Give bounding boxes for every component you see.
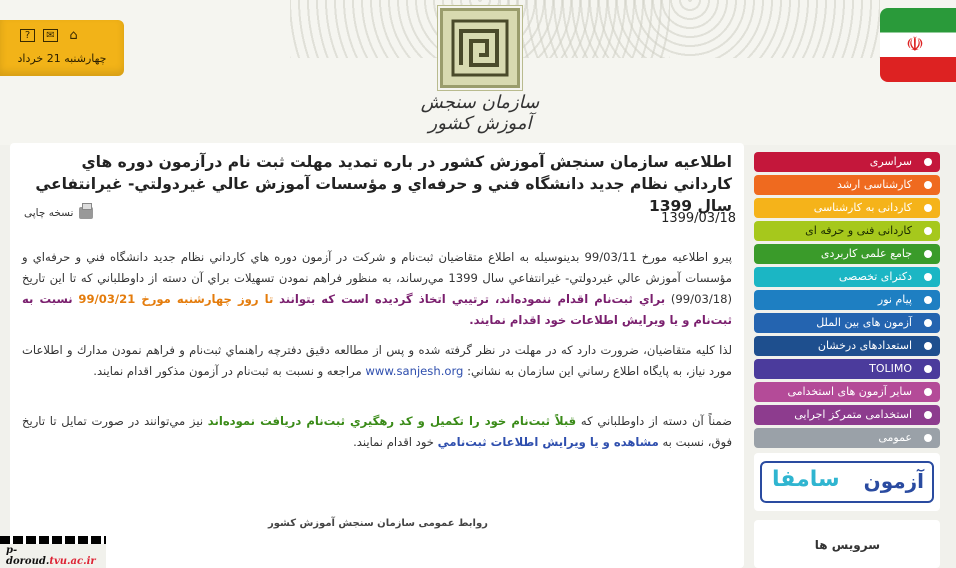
print-label: نسخه چاپی bbox=[24, 207, 74, 219]
current-date: چهارشنبه 21 خرداد bbox=[17, 52, 107, 65]
bullet-icon bbox=[924, 411, 932, 419]
menu-item-label: آزمون های بین الملل bbox=[816, 316, 912, 329]
menu-item[interactable] bbox=[754, 267, 940, 287]
bullet-icon bbox=[924, 296, 932, 304]
menu-item-label: پیام نور bbox=[877, 293, 912, 306]
menu-item[interactable] bbox=[754, 382, 940, 402]
mail-icon[interactable]: ✉ bbox=[43, 29, 58, 42]
site-header bbox=[0, 0, 956, 145]
bullet-icon bbox=[924, 342, 932, 350]
menu-item[interactable] bbox=[754, 359, 940, 379]
publish-date: 1399/03/18 bbox=[661, 211, 736, 226]
menu-item-label: استخدامی متمرکز اجرایی bbox=[794, 408, 912, 421]
menu-item[interactable] bbox=[754, 152, 940, 172]
services-title: سرویس ها bbox=[814, 538, 880, 552]
iran-flag-icon: ☫ bbox=[880, 8, 956, 82]
watermark: p-doroud.tvu.ac.ir bbox=[0, 536, 106, 568]
bullet-icon bbox=[924, 434, 932, 442]
watermark-stripe bbox=[0, 536, 106, 544]
bullet-icon bbox=[924, 227, 932, 235]
menu-item-label: عمومی bbox=[878, 431, 912, 444]
exam-menu bbox=[754, 152, 940, 451]
date-widget bbox=[0, 20, 124, 76]
article-title: اطلاعيه سازمان سنجش آموزش کشور در باره تمديد مهلت ثبت نام درآزمون دوره هاي کارداني نظام جديد دانشگاه فني و حرفه‌اي و مؤسسات آموزش عالي غيردولتي- غيرانتفاعي سال 1399 bbox=[35, 153, 732, 215]
samfa-banner[interactable]: آزمون سامفا bbox=[754, 453, 940, 511]
paragraph-1: پيرو اطلاعيه مورخ 99/03/11 بدينوسيله به اطلاع متقاضيان ثبت‌نام و شرکت در آزمون دوره هاي کارداني نظام جديد دانشگاه فني و حرفه‌اي و مؤسسات آموزش عالي غيردولتي- غيرانتفاعي سال 1399 مي‌رساند، به منظور فراهم نمودن تسهيلات براي آن دسته از داوطلباني که تا اين تاريخ (99/03/18) براي ثبت‌نام اقدام ننموده‌اند، ترتيبي اتخاذ گرديده است که بتوانند تا روز چهارشنبه مورخ 99/03/21 نسبت به ثبت‌نام و يا ويرايش اطلاعات خود اقدام نمايند. bbox=[22, 250, 733, 327]
bullet-icon bbox=[924, 388, 932, 396]
paragraph-2: لذا کليه متقاضيان، ضرورت دارد که در مهلت در نظر گرفته شده و پس از مطالعه دقيق دفترچه راهنماي ثبت‌نام و فراهم نمودن مدارك و اطلاعات مورد نياز، به پايگاه اطلاع رساني اين سازمان به نشاني: www.sanjesh.org مراجعه و نسبت به ثبت‌نام در آزمون مذکور اقدام نمايند. bbox=[22, 343, 732, 378]
bullet-icon bbox=[924, 158, 932, 166]
sanjesh-logo[interactable] bbox=[440, 8, 520, 88]
logo-caption: سازمان سنجش آموزش کشور bbox=[420, 92, 540, 134]
menu-item-label: دکترای تخصصی bbox=[838, 270, 912, 283]
bullet-icon bbox=[924, 250, 932, 258]
menu-item[interactable] bbox=[754, 175, 940, 195]
bullet-icon bbox=[924, 204, 932, 212]
bullet-icon bbox=[924, 181, 932, 189]
menu-item[interactable] bbox=[754, 405, 940, 425]
menu-item-label: TOLIMO bbox=[869, 362, 912, 375]
menu-item-label: کاردانی فنی و حرفه ای bbox=[805, 224, 912, 237]
menu-item[interactable] bbox=[754, 221, 940, 241]
menu-item[interactable] bbox=[754, 428, 940, 448]
menu-item-label: کارشناسی ارشد bbox=[836, 178, 912, 191]
sanjesh-link[interactable]: www.sanjesh.org bbox=[365, 364, 464, 378]
header-ornament bbox=[500, 0, 880, 58]
home-icon[interactable]: ⌂ bbox=[69, 28, 78, 43]
services-box bbox=[754, 520, 940, 568]
menu-item[interactable] bbox=[754, 244, 940, 264]
menu-item-label: استعدادهای درخشان bbox=[817, 339, 912, 352]
bullet-icon bbox=[924, 365, 932, 373]
bullet-icon bbox=[924, 273, 932, 281]
article-signature: روابط عمومی سازمان سنجش آموزش کشور bbox=[268, 518, 488, 529]
menu-item[interactable] bbox=[754, 290, 940, 310]
print-button[interactable] bbox=[24, 207, 93, 219]
menu-item[interactable] bbox=[754, 336, 940, 356]
menu-item-label: کاردانی به کارشناسی bbox=[813, 201, 912, 214]
paragraph-3: ضمناً آن دسته از داوطلباني که قبلاً ثبت‌نام خود را تکميل و کد رهگيري ثبت‌نام دريافت نموده‌اند نيز مي‌توانند در صورت تمايل تا تاريخ فوق، نسبت به مشاهده و يا ويرايش اطلاعات ثبت‌نامي خود اقدام نمايند. bbox=[22, 414, 732, 449]
article-panel bbox=[10, 143, 744, 568]
menu-item[interactable] bbox=[754, 198, 940, 218]
bullet-icon bbox=[924, 319, 932, 327]
menu-item-label: سایر آزمون های استخدامی bbox=[787, 385, 912, 398]
printer-icon bbox=[79, 207, 93, 219]
edit-registration-link[interactable]: مشاهده و يا ويرايش اطلاعات ثبت‌نامي bbox=[437, 435, 659, 449]
menu-item-label: جامع علمی کاربردی bbox=[820, 247, 912, 260]
menu-item[interactable] bbox=[754, 313, 940, 333]
menu-item-label: سراسری bbox=[869, 155, 912, 168]
help-icon[interactable]: ? bbox=[20, 29, 35, 42]
